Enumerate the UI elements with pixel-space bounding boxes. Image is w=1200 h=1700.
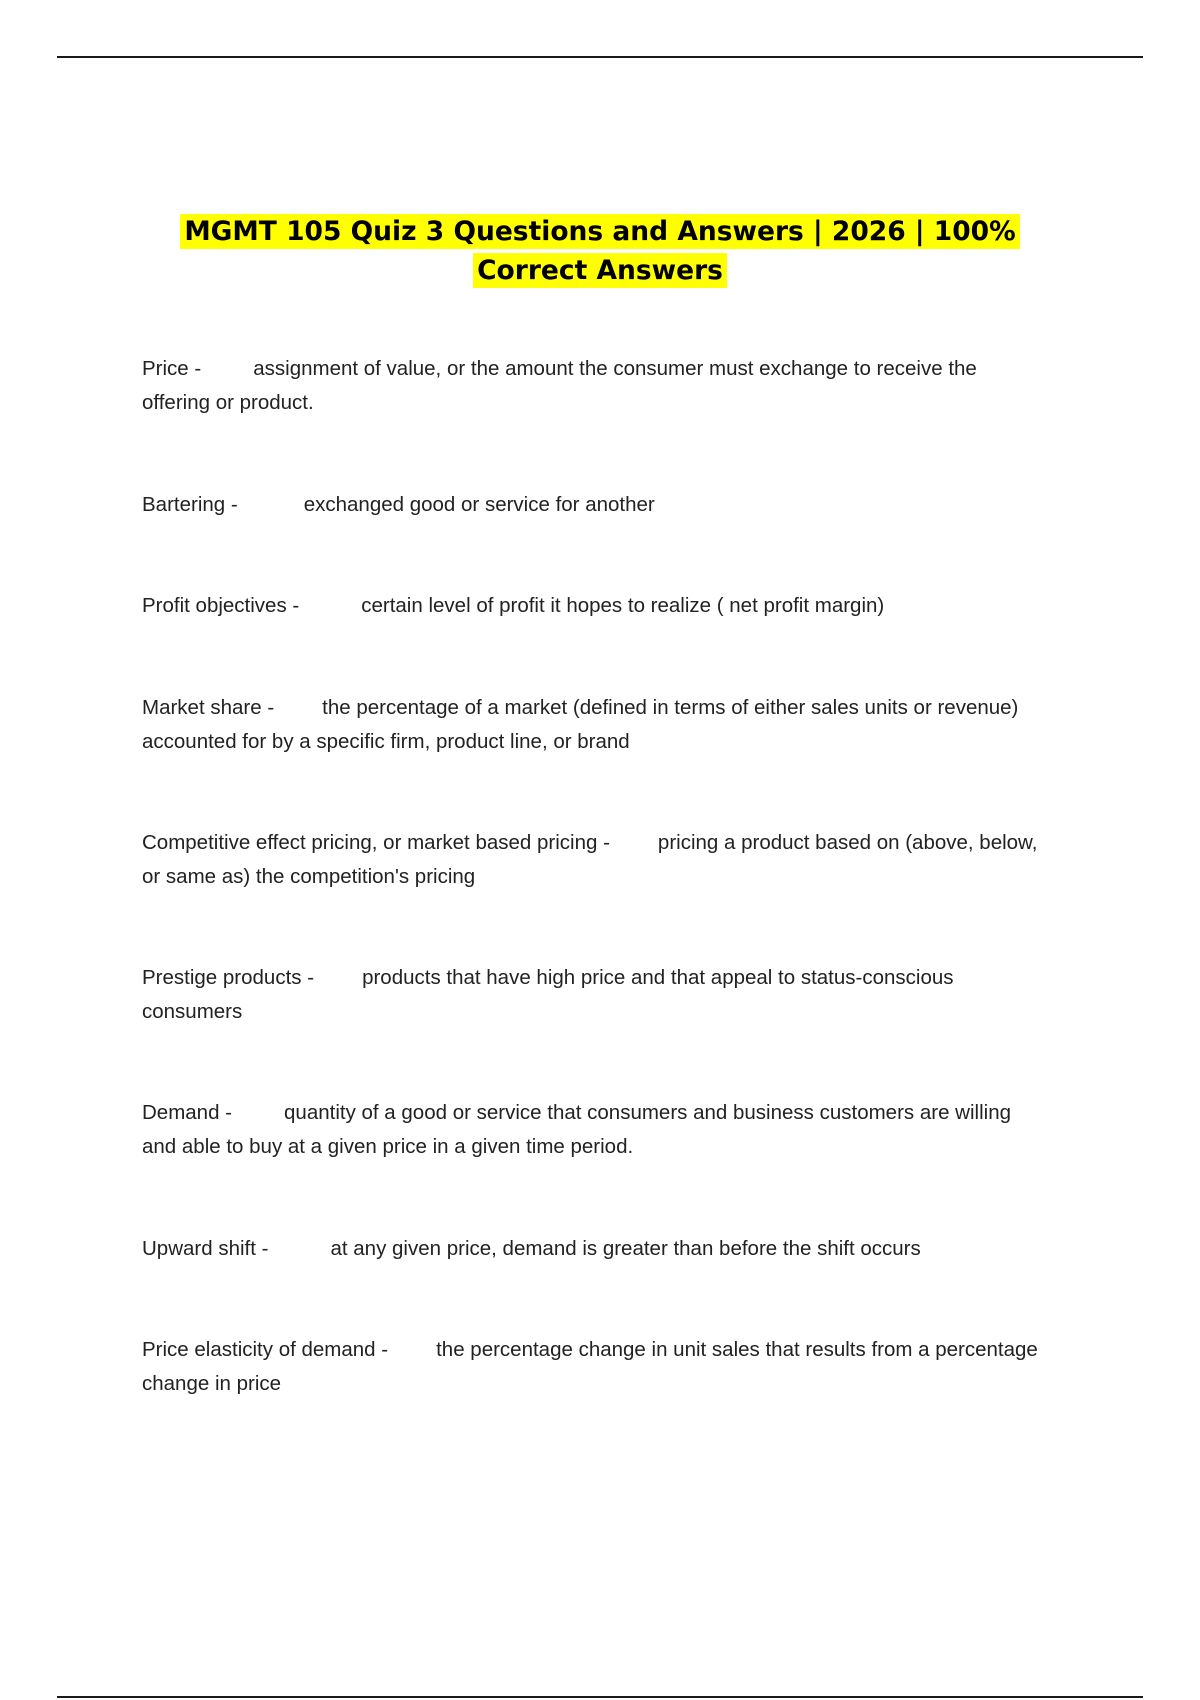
term-label: Market share -: [142, 696, 275, 719]
term-definition: quantity of a good or service that consumers and business customers are willing and able to buy at a given price in a given time period.: [142, 1101, 1011, 1158]
term-entry: [142, 1333, 1042, 1401]
term-label: Demand -: [142, 1101, 233, 1124]
term-label: Price elasticity of demand -: [142, 1338, 389, 1361]
term-entry: [142, 691, 1042, 759]
term-label: Competitive effect pricing, or market based pricing -: [142, 831, 610, 854]
term-definition: assignment of value, or the amount the consumer must exchange to receive the offering or product.: [142, 357, 977, 414]
term-entry: [142, 961, 1042, 1029]
term-entry: [142, 826, 1042, 894]
term-definition: exchanged good or service for another: [303, 493, 655, 516]
term-entry: [142, 352, 1042, 420]
term-entry: [142, 488, 1042, 522]
title-line-2: Correct Answers: [473, 253, 727, 288]
bottom-rule: [57, 1696, 1143, 1698]
term-entry: [142, 589, 1042, 623]
term-entry: [142, 1232, 1042, 1266]
term-label: Price -: [142, 357, 202, 380]
term-definition: pricing a product based on (above, below, or same as) the competition's pricing: [142, 831, 1038, 888]
term-definition: at any given price, demand is greater than before the shift occurs: [330, 1237, 921, 1260]
term-label: Prestige products -: [142, 966, 315, 989]
term-definition: the percentage change in unit sales that results from a percentage change in price: [142, 1338, 1038, 1395]
term-label: Upward shift -: [142, 1237, 269, 1260]
term-entry: [142, 1096, 1042, 1164]
term-label: Bartering -: [142, 493, 238, 516]
term-label: Profit objectives -: [142, 594, 300, 617]
term-definition: products that have high price and that appeal to status-conscious consumers: [142, 966, 954, 1023]
term-definition: certain level of profit it hopes to realize ( net profit margin): [361, 594, 885, 617]
term-definition: the percentage of a market (defined in terms of either sales units or revenue) accounted for by a specific firm, product line, or brand: [142, 696, 1019, 753]
title-line-1: MGMT 105 Quiz 3 Questions and Answers | 2026 | 100%: [180, 214, 1019, 249]
